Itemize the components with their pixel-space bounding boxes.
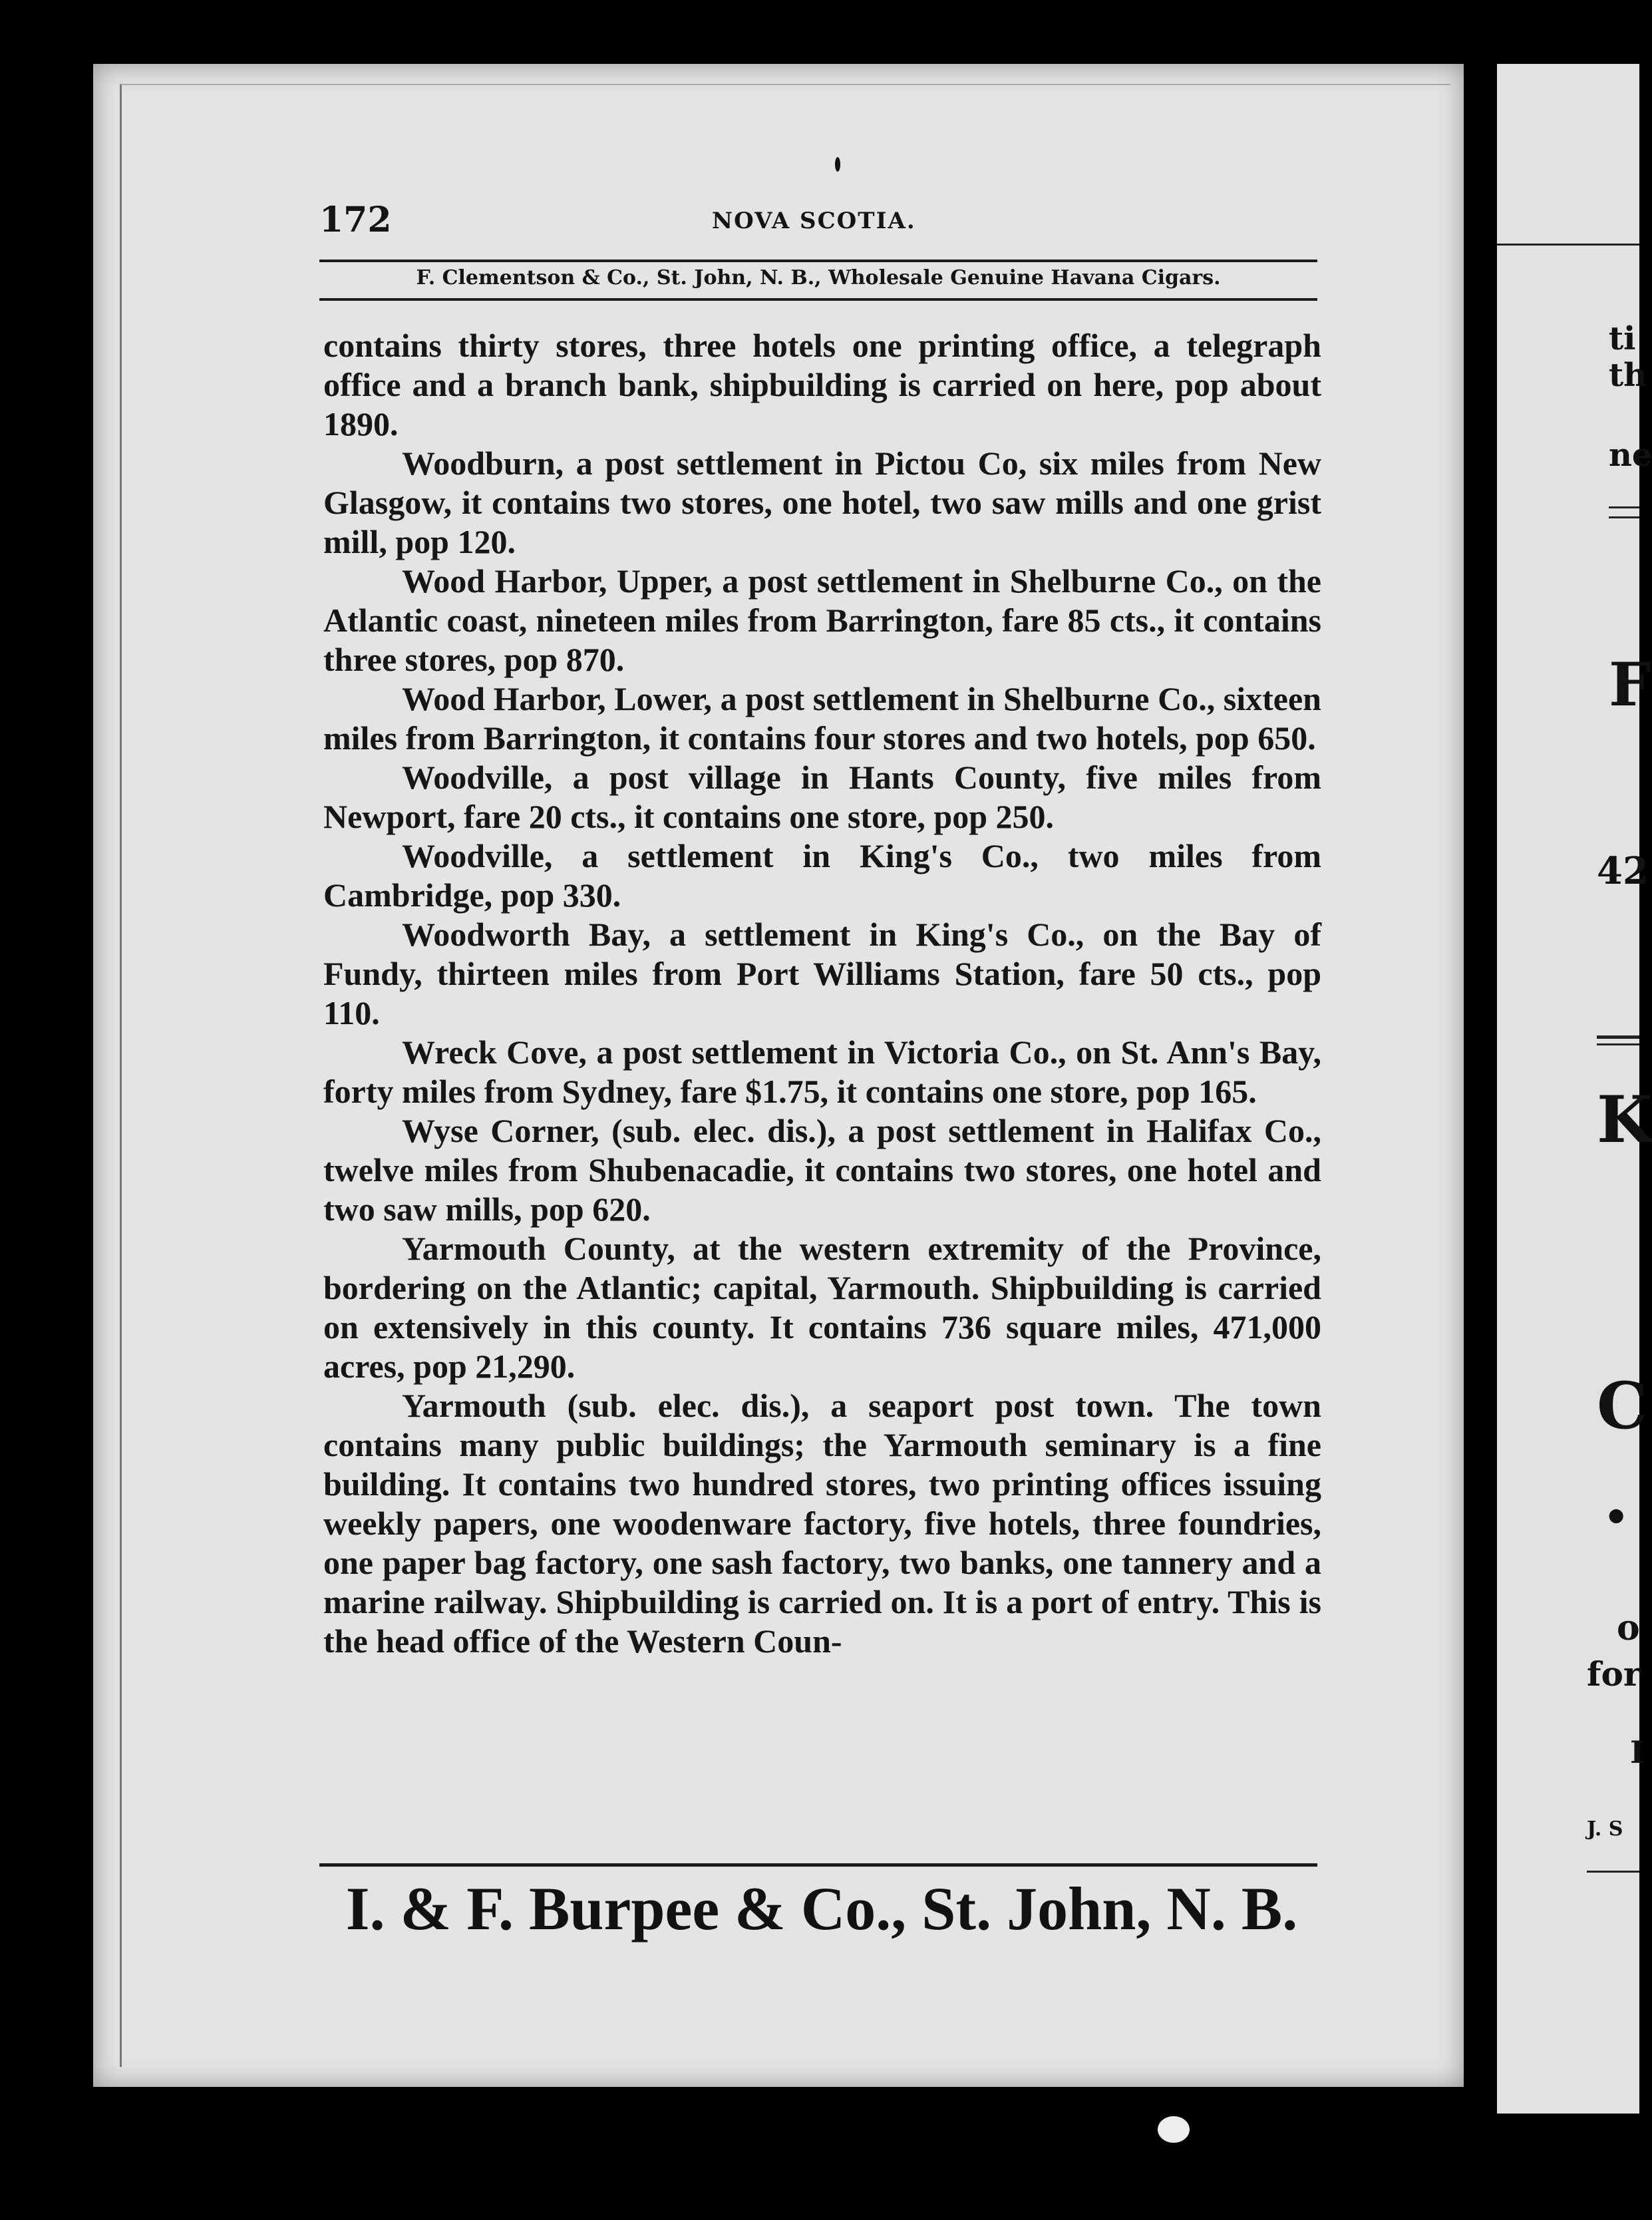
right-rule bbox=[1597, 1035, 1639, 1039]
right-fragment: for bbox=[1587, 1654, 1641, 1694]
right-page-edge bbox=[1497, 64, 1652, 2114]
entry-woodworth-bay: Woodworth Bay, a settlement in King's Co., on the Bay of Fundy, thirteen miles from Port Williams Station, fare 50 cts., pop 110. bbox=[323, 916, 1321, 1031]
right-fragment: 42 bbox=[1597, 849, 1649, 893]
gazetteer-entries bbox=[323, 326, 1321, 1661]
entry-wyse-corner: Wyse Corner, (sub. elec. dis.), a post settlement in Halifax Co., twelve miles from Shubenacadie, it contains two stores, one hotel and two saw mills, pop 620. bbox=[323, 1112, 1321, 1228]
right-fragment: I bbox=[1630, 1734, 1645, 1770]
entry-yarmouth-town: Yarmouth (sub. elec. dis.), a seaport post town. The town contains many public buildings; the Yarmouth seminary is a fine building. It contains two hundred stores, two printing offices issuing weekly papers, one woodenware factory, five hotels, three foundries, one paper bag factory, one sash factory, two banks, one tannery and a marine railway. Shipbuilding is carried on. It is a port of entry. This is the head office of the Western Coun- bbox=[323, 1387, 1321, 1660]
header-rule-bottom bbox=[319, 298, 1317, 301]
right-fragment: C bbox=[1597, 1368, 1648, 1443]
right-fragment: F bbox=[1609, 649, 1651, 720]
running-title: NOVA SCOTIA. bbox=[712, 208, 916, 234]
entry-woodville-hants: Woodville, a post village in Hants County, five miles from Newport, fare 20 cts., it contains one store, pop 250. bbox=[323, 759, 1321, 835]
right-fragment: ti bbox=[1609, 320, 1636, 357]
entry-yarmouth-county: Yarmouth County, at the western extremity of the Province, bordering on the Atlantic; capital, Yarmouth. Shipbuilding is carried on extensively in this county. It contains 736 square miles, 471,000 acres, pop 21,290. bbox=[323, 1230, 1321, 1385]
entry-wood-harbor-upper: Wood Harbor, Upper, a post settlement in Shelburne Co., on the Atlantic coast, nineteen miles from Barrington, fare 85 cts., it contains three stores, pop 870. bbox=[323, 562, 1321, 678]
scan-speck bbox=[1158, 2116, 1190, 2143]
right-fragment: • bbox=[1603, 1495, 1629, 1541]
right-fragment: o bbox=[1617, 1608, 1640, 1648]
footer-advertisement: I. & F. Burpee & Co., St. John, N. B. bbox=[345, 1875, 1298, 1942]
page-number: 172 bbox=[319, 200, 392, 240]
entry-woodville-kings: Woodville, a settlement in King's Co., two miles from Cambridge, pop 330. bbox=[323, 837, 1321, 914]
entry-woodburn: Woodburn, a post settlement in Pictou Co, six miles from New Glasgow, it contains two stores, one hotel, two saw mills and one grist mill, pop 120. bbox=[323, 445, 1321, 560]
right-rule bbox=[1497, 244, 1639, 246]
entry-wreck-cove: Wreck Cove, a post settlement in Victoria Co., on St. Ann's Bay, forty miles from Sydney, fare $1.75, it contains one store, pop 165. bbox=[323, 1033, 1321, 1110]
right-fragment: ne bbox=[1609, 437, 1652, 474]
right-rule bbox=[1609, 506, 1639, 508]
right-rule bbox=[1587, 1871, 1639, 1873]
right-rule bbox=[1597, 1043, 1639, 1045]
header-rule-top bbox=[319, 260, 1317, 262]
entry-continuation: contains thirty stores, three hotels one printing office, a telegraph office and a branch bank, shipbuilding is carried on here, pop about 1890. bbox=[323, 327, 1321, 443]
entry-wood-harbor-lower: Wood Harbor, Lower, a post settlement in Shelburne Co., sixteen miles from Barrington, it contains four stores and two hotels, pop 650. bbox=[323, 680, 1321, 757]
right-fragment: K bbox=[1597, 1082, 1652, 1157]
scan-speck bbox=[835, 157, 840, 172]
header-advertisement: F. Clementson & Co., St. John, N. B., Wholesale Genuine Havana Cigars. bbox=[416, 266, 1221, 289]
right-rule bbox=[1609, 516, 1639, 518]
right-fragment: th bbox=[1609, 357, 1647, 394]
page-header bbox=[319, 200, 1324, 240]
footer-rule bbox=[319, 1863, 1317, 1867]
right-fragment: J. S bbox=[1587, 1817, 1623, 1841]
